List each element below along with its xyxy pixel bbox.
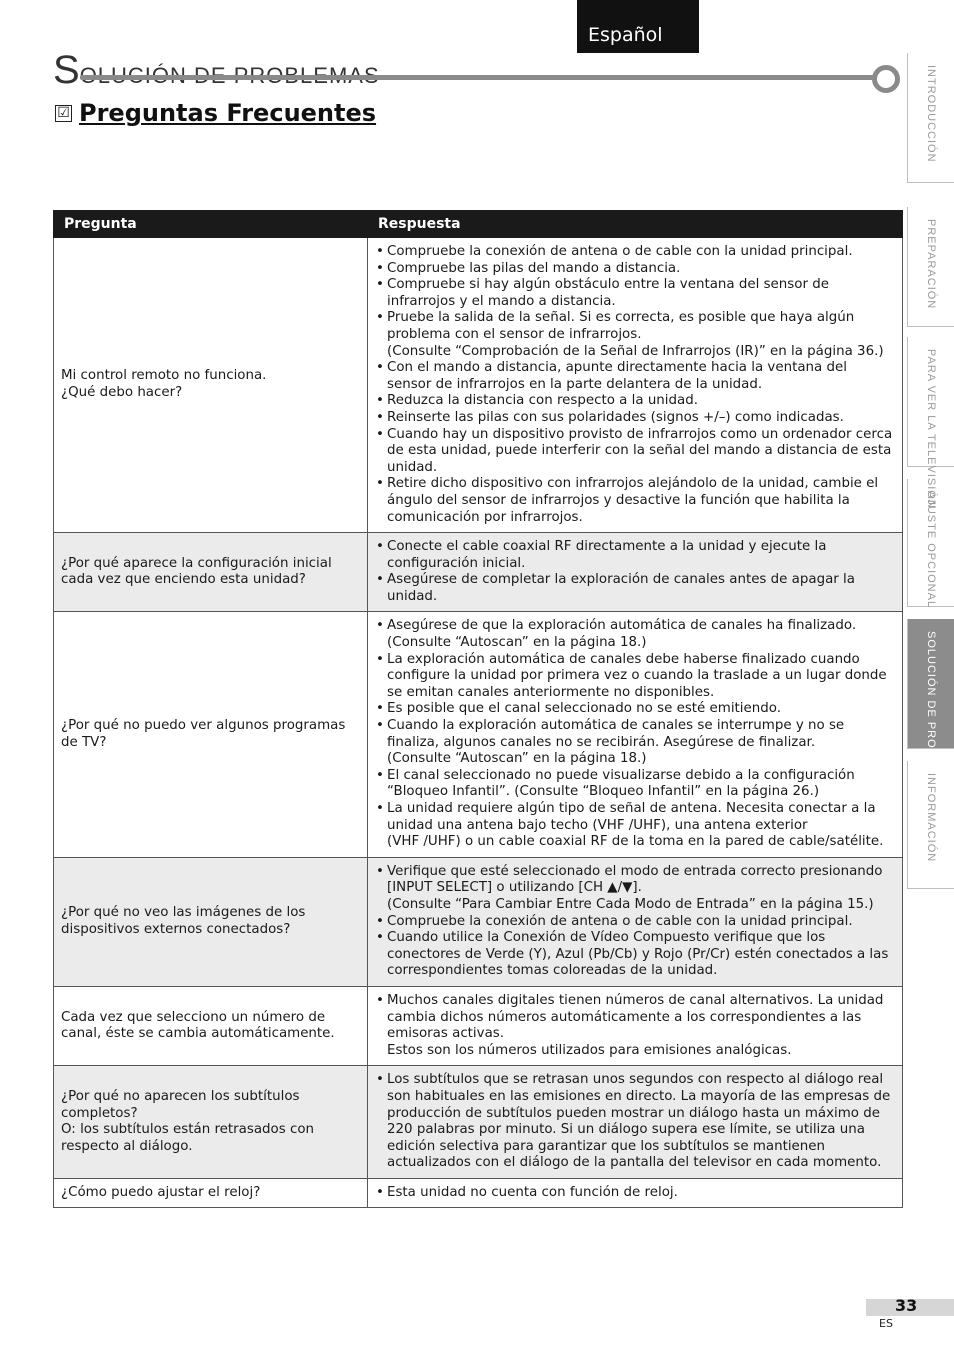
answer-item: • Cuando utilice la Conexión de Vídeo Compuesto verifique que los conectores de Verde (Y), Azul (Pb/Cb) y Rojo (Pr/Cr) estén conectados a las correspondientes tomas coloreadas de la unidad. (376, 930, 894, 980)
language-tab: Español (577, 0, 699, 53)
answer-item: • Verifique que esté seleccionado el modo de entrada correcto presionando [INPUT SELECT] o utilizando [CH ▲/▼]. (Consulte “Para Cambiar Entre Cada Modo de Entrada” en la página 15.) (376, 864, 894, 914)
answer-item: • Pruebe la salida de la señal. Si es correcta, es posible que haya algún problema con el sensor de infrarrojos. (Consulte “Comprobación de la Señal de Infrarrojos (IR)” en la página 36.) (376, 310, 894, 360)
table-row (54, 238, 903, 533)
table-row (54, 986, 903, 1065)
side-tab-label: INFORMACIÓN (925, 773, 937, 863)
section-title (53, 50, 380, 90)
answer-cell (368, 238, 903, 533)
answer-item: • Cuando la exploración automática de canales se interrumpe y no se finaliza, algunos canales no se recibirán. Asegúrese de finalizar. (Consulte “Autoscan” en la página 18.) (376, 718, 894, 768)
answer-cell (368, 857, 903, 986)
side-tab-label: INTRODUCCIÓN (925, 65, 937, 163)
answer-item: • Asegúrese de que la exploración automática de canales ha finalizado. (Consulte “Autoscan” en la página 18.) (376, 618, 894, 651)
side-tab-label: PARA VER LA TELEVISIÓN (925, 349, 937, 509)
answer-cell (368, 1178, 903, 1208)
answer-item: • Muchos canales digitales tienen números de canal alternativos. La unidad cambia dichos números automáticamente a los correspondientes a las emisoras activas. Estos son los números utilizados para emisiones analógicas. (376, 993, 894, 1059)
checkbox-icon: ☑ (55, 105, 72, 122)
table-row (54, 857, 903, 986)
answer-item: • Con el mando a distancia, apunte directamente hacia la ventana del sensor de infrarrojos en la parte delantera de la unidad. (376, 360, 894, 393)
table-row (54, 533, 903, 612)
answer-item: • Cuando hay un dispositivo provisto de infrarrojos como un ordenador cerca de esta unidad, puede interferir con la señal del mando a distancia de esta unidad. (376, 427, 894, 477)
side-tab-ajuste-opcional[interactable] (907, 479, 954, 607)
page-number: 33 (895, 1296, 918, 1315)
answer-item: • La exploración automática de canales debe haberse finalizado cuando configure la unidad por primera vez o cuando la traslade a un lugar donde se emitan canales anteriormente no disponibles. (376, 652, 894, 702)
side-tab-solucion-de-problemas[interactable] (907, 619, 954, 800)
section-title-initial: S (53, 48, 80, 92)
language-code: ES (879, 1317, 893, 1330)
side-tab-introduccion[interactable] (907, 53, 954, 183)
answer-item: • Asegúrese de completar la exploración de canales antes de apagar la unidad. (376, 572, 894, 605)
table-row (54, 1178, 903, 1208)
answer-item: • Reinserte las pilas con sus polaridades (signos +/–) como indicadas. (376, 410, 894, 427)
side-tab-preparacion[interactable] (907, 207, 954, 327)
answer-item: • Compruebe la conexión de antena o de cable con la unidad principal. (376, 914, 894, 931)
column-header-answer: Respuesta (368, 211, 903, 238)
question-cell: ¿Por qué no aparecen los subtítulos completos? O: los subtítulos están retrasados con respecto al diálogo. (54, 1066, 368, 1179)
question-cell: ¿Cómo puedo ajustar el reloj? (54, 1178, 368, 1208)
answer-cell (368, 1066, 903, 1179)
answer-cell (368, 612, 903, 857)
answer-item: • Es posible que el canal seleccionado no se esté emitiendo. (376, 701, 894, 718)
side-tab-label: AJUSTE OPCIONAL (925, 491, 937, 609)
side-tab-label: SOLUCIÓN DE PROBLEMAS (925, 631, 937, 800)
question-cell: ¿Por qué no veo las imágenes de los dispositivos externos conectados? (54, 857, 368, 986)
question-cell: Cada vez que selecciono un número de canal, éste se cambia automáticamente. (54, 986, 368, 1065)
title-ring-icon (872, 65, 900, 93)
faq-heading: Preguntas Frecuentes (79, 99, 377, 127)
table-row (54, 612, 903, 857)
answer-item: • Compruebe la conexión de antena o de cable con la unidad principal. (376, 244, 894, 261)
answer-item: • La unidad requiere algún tipo de señal de antena. Necesita conectar a la unidad una antena bajo techo (VHF /UHF), una antena exterior (VHF /UHF) o un cable coaxial RF de la toma en la pared de cable/satélite. (376, 801, 894, 851)
title-rule (80, 75, 880, 80)
answer-item: • Compruebe las pilas del mando a distancia. (376, 261, 894, 278)
question-cell: ¿Por qué no puedo ver algunos programas de TV? (54, 612, 368, 857)
table-header-row (54, 211, 903, 238)
question-cell: Mi control remoto no funciona. ¿Qué debo hacer? (54, 238, 368, 533)
side-tab-informacion[interactable] (907, 761, 954, 889)
question-cell: ¿Por qué aparece la configuración inicial cada vez que enciendo esta unidad? (54, 533, 368, 612)
faq-table (53, 210, 903, 1208)
answer-item: • Los subtítulos que se retrasan unos segundos con respecto al diálogo real son habituales en las emisiones en directo. La mayoría de las empresas de producción de subtítulos pueden mostrar un diálogo hasta un máximo de 220 palabras por minuto. Si un diálogo supera ese límite, se utiliza una edición selectiva para garantizar que los subtítulos se mantienen actualizados con el diálogo de la pantalla del televisor en cada momento. (376, 1072, 894, 1172)
column-header-question: Pregunta (54, 211, 368, 238)
answer-item: • Retire dicho dispositivo con infrarrojos alejándolo de la unidad, cambie el ángulo del sensor de infrarrojos y desactive la función que habilita la comunicación por infrarrojos. (376, 476, 894, 526)
answer-item: • Reduzca la distancia con respecto a la unidad. (376, 393, 894, 410)
table-row (54, 1066, 903, 1179)
side-tab-label: PREPARACIÓN (925, 219, 937, 310)
answer-cell (368, 533, 903, 612)
answer-cell (368, 986, 903, 1065)
answer-item: • Esta unidad no cuenta con función de reloj. (376, 1185, 894, 1202)
answer-item: • El canal seleccionado no puede visualizarse debido a la configuración “Bloqueo Infantil”. (Consulte “Bloqueo Infantil” en la página 26.) (376, 768, 894, 801)
answer-item: • Conecte el cable coaxial RF directamente a la unidad y ejecute la configuración inicial. (376, 539, 894, 572)
answer-item: • Compruebe si hay algún obstáculo entre la ventana del sensor de infrarrojos y el mando a distancia. (376, 277, 894, 310)
side-tab-para-ver-la-television[interactable] (907, 337, 954, 509)
